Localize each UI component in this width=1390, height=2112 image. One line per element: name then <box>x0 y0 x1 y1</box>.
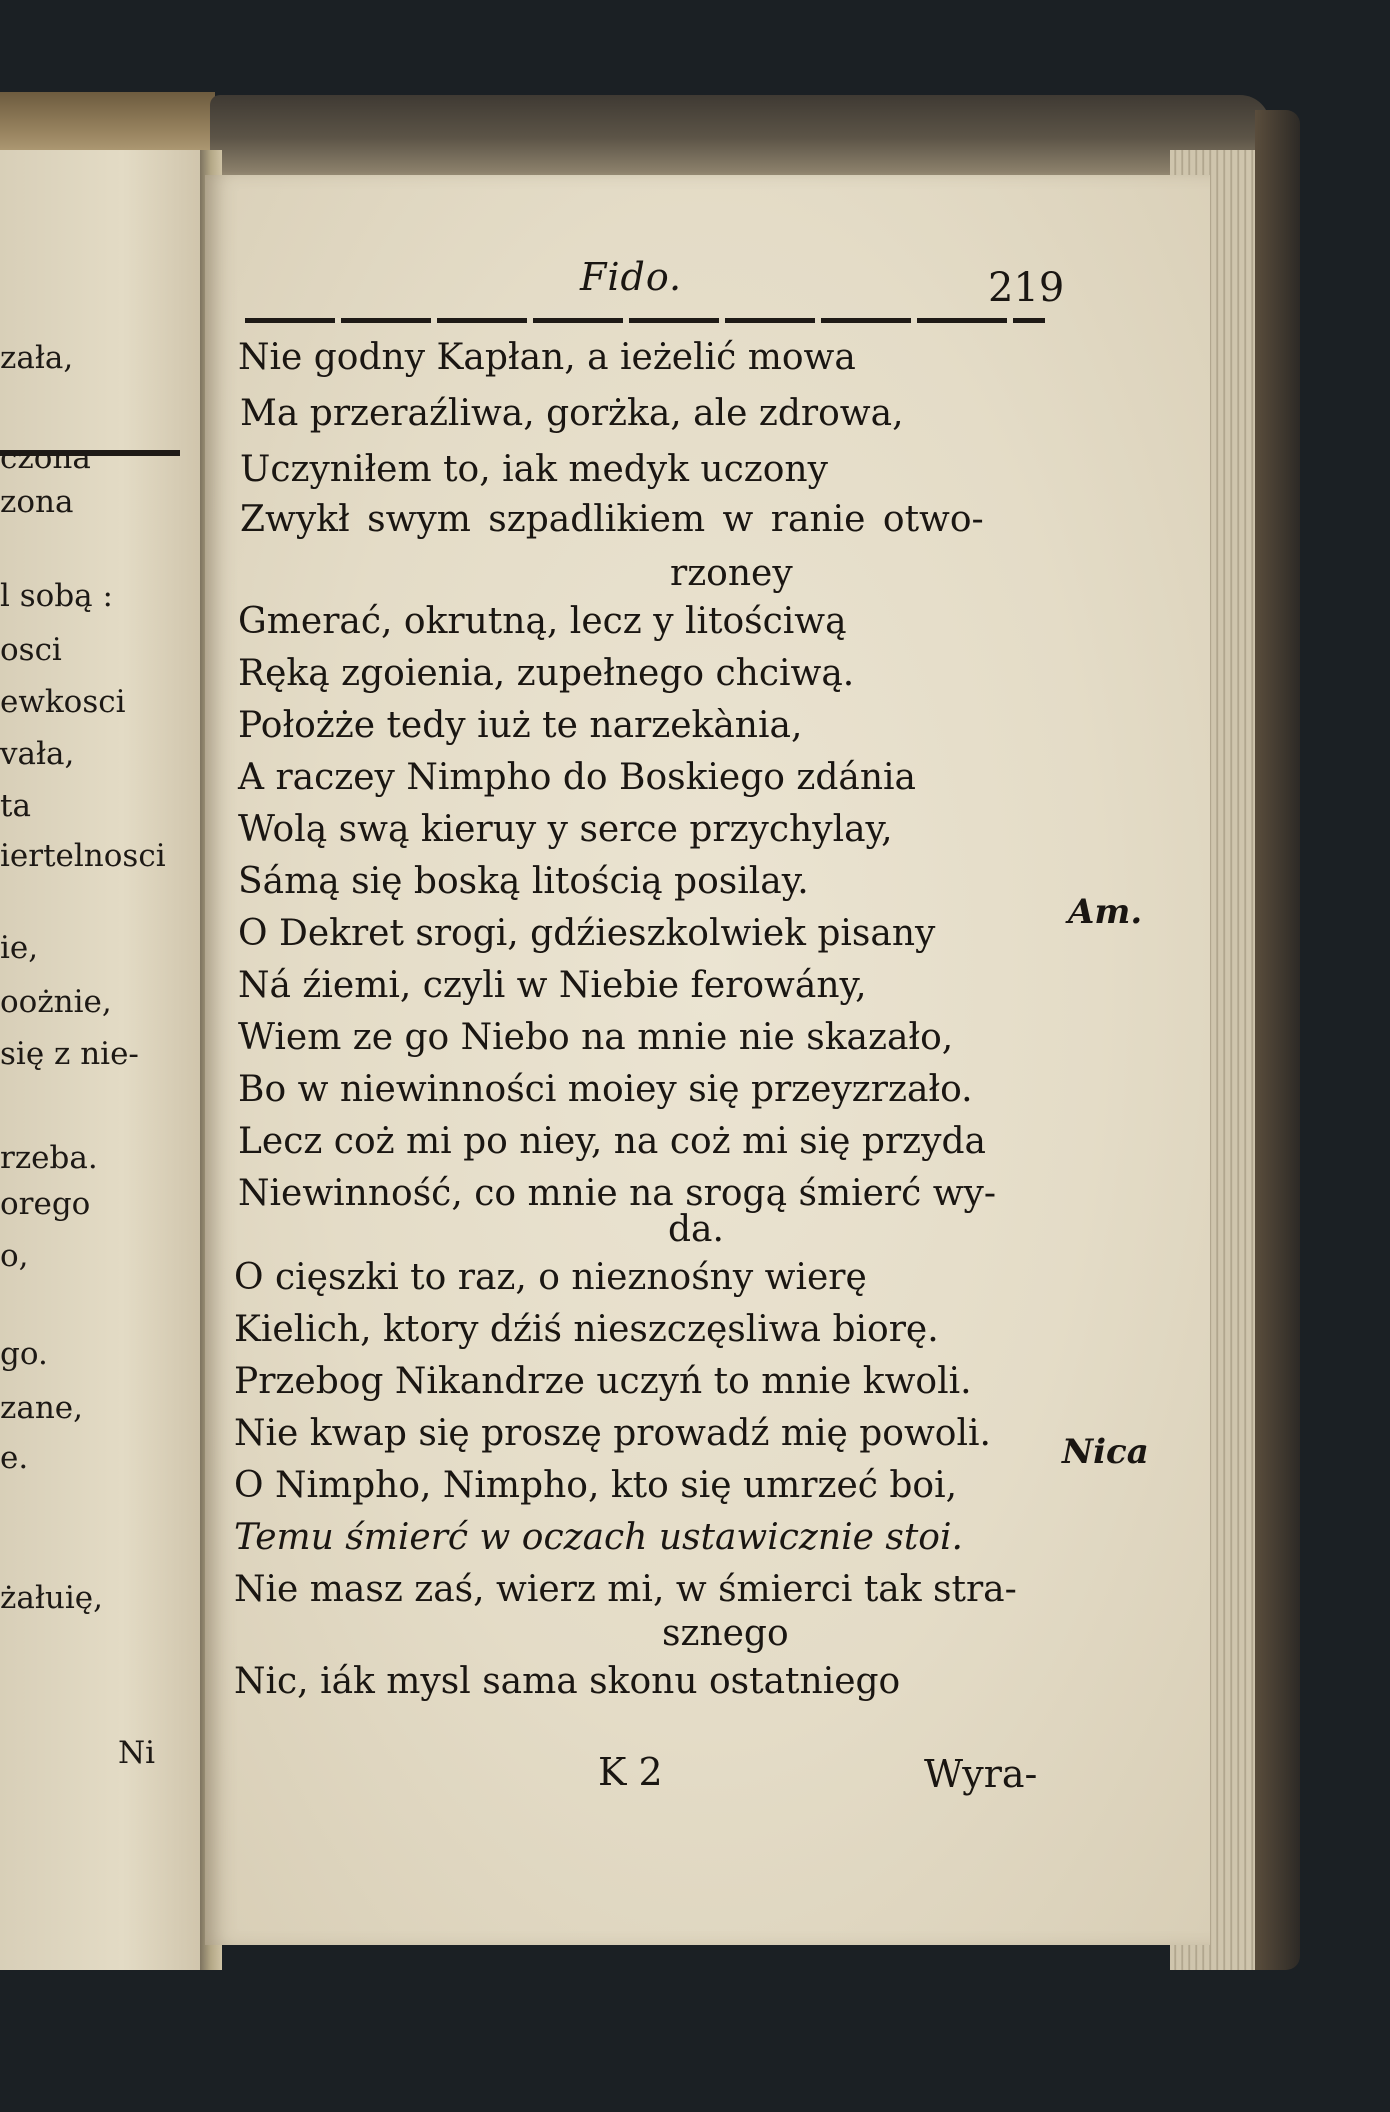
running-head: Fido. <box>580 255 683 299</box>
verse-line-turnover: rzoney <box>670 553 793 594</box>
verse-line: O Nimpho, Nimpho, kto się umrzeć boi, <box>234 1465 958 1506</box>
verse-line-turnover: da. <box>668 1209 724 1250</box>
verse-line: Położże tedy iuż te narzekània, <box>238 705 803 746</box>
left-line: się z nie- <box>0 1036 139 1072</box>
left-line: e. <box>0 1440 29 1476</box>
left-line: czona <box>0 440 91 476</box>
head-rule <box>245 318 1045 323</box>
left-line: iertelnosci <box>0 838 166 874</box>
signature-mark: K 2 <box>598 1750 663 1794</box>
verse-line: Wiem ze go Niebo na mnie nie skazało, <box>238 1017 954 1058</box>
page-number: 219 <box>988 265 1065 311</box>
verse-line: O Dekret srogi, gdźieszkolwiek pisany <box>238 913 936 954</box>
verse-line: Nic, iák mysl sama skonu ostatniego <box>234 1661 901 1702</box>
catchword: Wyra- <box>924 1752 1038 1796</box>
left-line: żałuię, <box>0 1580 103 1616</box>
verse-line: Uczyniłem to, iak medyk uczony <box>240 449 828 490</box>
verse-line: Ręką zgoienia, zupełnego chciwą. <box>238 653 855 694</box>
verse-line-turnover: sznego <box>662 1613 789 1654</box>
left-line: vała, <box>0 736 75 772</box>
verse-line: Przebog Nikandrze uczyń to mnie kwoli. <box>234 1361 972 1402</box>
verse-line: Zwykł swym szpadlikiem w ranie otwo- <box>240 499 984 540</box>
left-catchword: Ni <box>118 1735 156 1771</box>
speaker-marginal: Nica <box>1062 1432 1149 1472</box>
left-line: orego <box>0 1186 91 1222</box>
left-line: ewkosci <box>0 684 126 720</box>
verse-line: Gmerać, okrutną, lecz y litościwą <box>238 601 847 642</box>
verse-line: Lecz coż mi po niey, na coż mi się przyda <box>238 1121 986 1162</box>
left-line: zona <box>0 484 74 520</box>
verse-line: Nie masz zaś, wierz mi, w śmierci tak stra- <box>234 1569 1017 1610</box>
verse-line: Ná źiemi, czyli w Niebie ferowány, <box>238 965 867 1006</box>
verse-line: Wolą swą kieruy y serce przychylay, <box>238 809 893 850</box>
book-cover-edge <box>1255 110 1300 1970</box>
speaker-marginal: Am. <box>1068 892 1143 932</box>
left-line: rzeba. <box>0 1140 98 1176</box>
verse-line: Kielich, ktory dźiś nieszczęsliwa biorę. <box>234 1309 939 1350</box>
left-line: osci <box>0 632 62 668</box>
verse-line: Nie godny Kapłan, a ieżelić mowa <box>238 337 856 378</box>
left-line: ie, <box>0 930 39 966</box>
left-line: ta <box>0 788 31 824</box>
left-line: zane, <box>0 1390 83 1426</box>
left-line: zała, <box>0 340 74 376</box>
left-line: oożnie, <box>0 984 112 1020</box>
verse-line: Sámą się boską litością posilay. <box>238 861 809 902</box>
verse-line: Ma przeraźliwa, gorżka, ale zdrowa, <box>240 393 904 434</box>
verse-line: Nie kwap się proszę prowadź mię powoli. <box>234 1413 991 1454</box>
verse-line: O cięszki to raz, o nieznośny wierę <box>234 1257 867 1298</box>
verse-line: A raczey Nimpho do Boskiego zdánia <box>238 757 917 798</box>
verse-line: Niewinność, co mnie na srogą śmierć wy- <box>238 1173 997 1214</box>
left-line: o, <box>0 1238 29 1274</box>
verse-line: Bo w niewinności moiey się przeyzrzało. <box>238 1069 973 1110</box>
left-line: l sobą : <box>0 578 113 614</box>
verse-line: Temu śmierć w oczach ustawicznie stoi. <box>234 1517 963 1558</box>
left-line: go. <box>0 1336 48 1372</box>
